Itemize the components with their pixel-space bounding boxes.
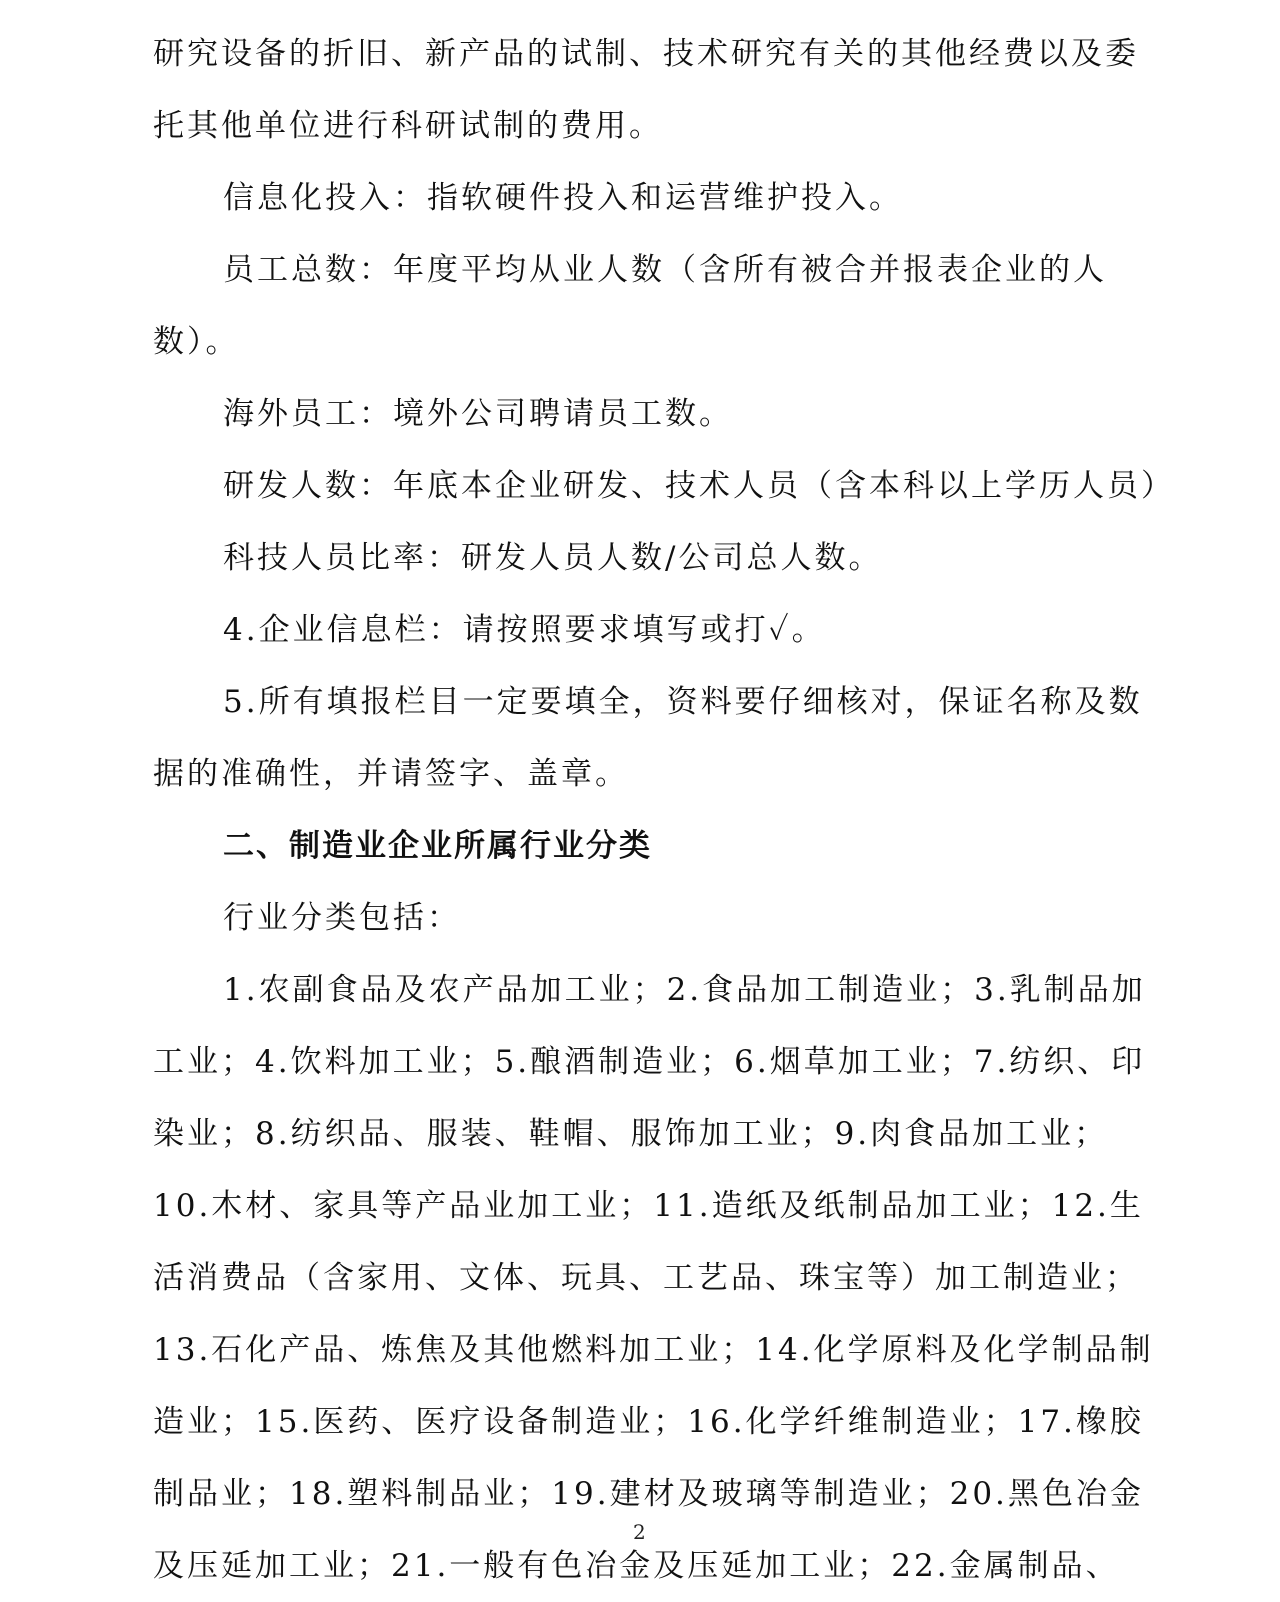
paragraph-overseas-employees: 海外员工：境外公司聘请员工数。	[223, 396, 733, 432]
paragraph-enterprise-info: 4.企业信息栏：请按照要求填写或打✓。	[223, 612, 826, 648]
paragraph-industry-list: 1.农副食品及农产品加工业；2.食品加工制造业；3.乳制品加工业；4.饮料加工业；5.酿酒制造业；6.烟草加工业；7.纺织、印染业；8.纺织品、服装、鞋帽、服饰加工业；9.肉食品加工业；10.木材、家具等产品业加工业；11.造纸及纸制品加工业；12.生活消费品（含家用、文体、玩具、工艺品、珠宝等）加工制造业；13.石化产品、炼焦及其他燃料加工业；14.化学原料及化学制品制造业；15.医药、医疗设备制造业；16.化学纤维制造业；17.橡胶制品业；18.塑料制品业；19.建材及玻璃等制造业；20.黑色冶金及压延加工业；21.一般有色冶金及压延加工业；22.金属制品、	[153, 972, 1154, 1584]
paragraph-rd-expense-continued: 研究设备的折旧、新产品的试制、技术研究有关的其他经费以及委托其他单位进行科研试制的费用。	[153, 36, 1139, 144]
paragraph-it-investment: 信息化投入：指软硬件投入和运营维护投入。	[223, 180, 903, 216]
paragraph-rd-staff: 研发人数：年底本企业研发、技术人员（含本科以上学历人员）	[223, 468, 1175, 504]
page-number: 2	[633, 1520, 646, 1544]
paragraph-fill-requirements: 5.所有填报栏目一定要填全，资料要仔细核对，保证名称及数据的准确性，并请签字、盖章。	[153, 684, 1143, 792]
paragraph-tech-staff-ratio: 科技人员比率：研发人员人数/公司总人数。	[223, 540, 883, 576]
section-heading-industry: 二、制造业企业所属行业分类	[223, 828, 652, 864]
paragraph-total-employees: 员工总数：年度平均从业人数（含所有被合并报表企业的人数）。	[153, 252, 1107, 360]
document-body	[153, 18, 1175, 1602]
paragraph-industry-intro: 行业分类包括：	[223, 900, 461, 936]
